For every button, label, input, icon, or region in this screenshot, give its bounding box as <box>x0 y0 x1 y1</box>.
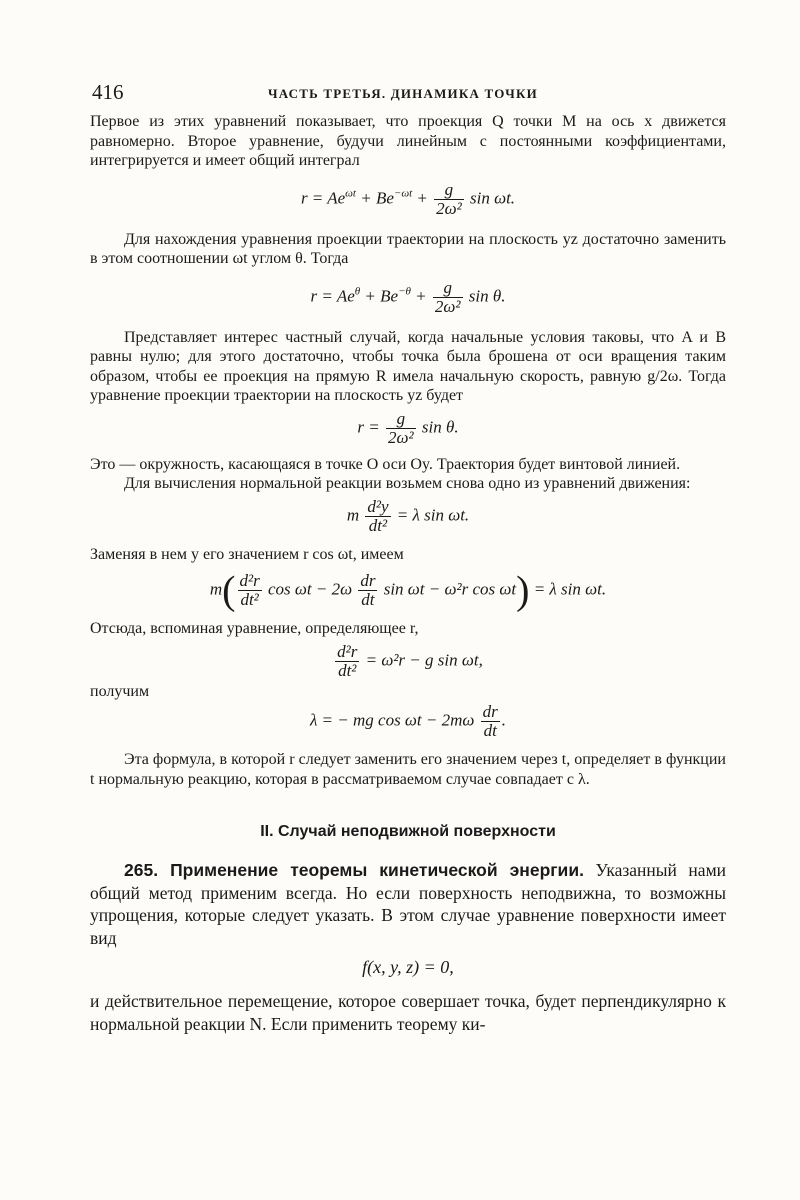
eq7-den: dt <box>483 721 497 740</box>
eq5-den1: dt² <box>240 590 259 609</box>
page <box>90 78 726 1035</box>
eq5-tail: = λ sin ωt. <box>529 579 607 599</box>
surface-equation: f(x, y, z) = 0, <box>362 957 454 977</box>
eq3-den: 2ω² <box>388 427 414 447</box>
eq3-fraction <box>386 410 416 447</box>
section-last-line: и действительное перемещение, которое совершает точка, будет перпендикулярно к нормальной реакции N. Если применить теорему ки- <box>90 991 726 1034</box>
eq4-fraction <box>365 498 390 535</box>
eq5-right-paren: ) <box>516 567 530 613</box>
eq1-exp1: ωt <box>345 186 356 199</box>
paragraph-4: Это — окружность, касающаяся в точке O оси Oy. Траектория будет винтовой линией. <box>90 455 681 473</box>
eq5-den2: dt <box>361 590 375 609</box>
eq2-exp1: θ <box>354 284 361 297</box>
paragraph-2: Для нахождения уравнения проекции траектории на плоскость yz достаточно заменить в этом соотношении ωt углом θ. Тогда <box>90 230 726 267</box>
eq3-lhs: r = <box>357 416 385 436</box>
paragraph-8: получим <box>90 682 150 700</box>
equation-7 <box>90 703 726 740</box>
eq4-num: d²y <box>367 496 389 516</box>
eq1-den: 2ω² <box>436 198 462 218</box>
eq5-left-paren: ( <box>222 567 236 613</box>
equation-5 <box>90 567 726 613</box>
eq2-plus: + <box>410 285 431 305</box>
equation-3 <box>90 410 726 447</box>
eq6-num: d²r <box>337 641 358 661</box>
section-par-title: 265. Применение теоремы кинетической энергии. <box>124 860 584 880</box>
eq6-fraction <box>335 643 359 680</box>
eq1-lhs: r = Ae <box>300 187 346 207</box>
paragraph-7: Отсюда, вспоминая уравнение, определяющее r, <box>90 620 419 637</box>
eq7-fraction <box>481 703 500 740</box>
section-paragraph <box>90 859 726 949</box>
equation-2 <box>90 279 726 316</box>
eq2-mid: + Be <box>360 285 399 305</box>
eq2-den: 2ω² <box>434 296 461 316</box>
equation-6 <box>90 643 726 680</box>
eq7-tail: . <box>501 710 507 730</box>
eq3-tail: sin θ. <box>417 416 459 436</box>
eq7-num: dr <box>482 702 498 721</box>
eq3-num: g <box>386 410 416 429</box>
section-par-text: Указанный нами общий метод применим всегда. Но если поверхность неподвижна, то возможны упрощения, которые следует указать. В этом случае уравнение поверхности имеет вид <box>90 860 727 948</box>
running-head: ЧАСТЬ ТРЕТЬЯ. ДИНАМИКА ТОЧКИ <box>268 86 538 101</box>
eq1-num: g <box>434 181 464 200</box>
eq5-fraction-2 <box>358 572 377 609</box>
eq5-fraction-1 <box>238 572 262 609</box>
paragraph-9: Эта формула, в которой r следует заменить его значением через t, определяет в функции t нормальную реакцию, которая в рассматриваемом случае совпадает с λ. <box>90 751 726 788</box>
eq6-tail: = ω²r − g sin ωt, <box>361 649 483 669</box>
eq2-exp2: −θ <box>398 284 411 297</box>
eq4-den: dt² <box>368 515 388 535</box>
eq6-den: dt² <box>338 660 357 680</box>
eq4-lhs: m <box>346 504 364 524</box>
eq1-fraction <box>434 181 464 218</box>
equation-1 <box>90 181 726 218</box>
equation-4 <box>90 498 726 535</box>
eq2-tail: sin θ. <box>464 285 506 305</box>
eq5-num2: dr <box>360 571 376 590</box>
paragraph-5: Для вычисления нормальной реакции возьмем снова одно из уравнений движения: <box>124 475 691 492</box>
eq5-term2: sin ωt − ω²r cos ωt <box>379 579 517 599</box>
eq1-mid: + Be <box>355 187 394 207</box>
eq5-m: m <box>209 579 223 599</box>
eq1-plus: + <box>412 187 433 207</box>
section-heading: II. Случай неподвижной поверхности <box>260 823 556 840</box>
page-header <box>90 78 726 112</box>
paragraph-1: Первое из этих уравнений показывает, что проекция Q точки M на ось x движется равномерно. Второе уравнение, будучи линейным с постоянными коэффициентами, интегрируется и имеет общий интеграл <box>90 113 726 169</box>
eq5-num1: d²r <box>239 571 260 590</box>
eq7-lhs: λ = − mg cos ωt − 2mω <box>309 710 479 730</box>
eq2-fraction <box>433 279 463 316</box>
eq1-exp2: −ωt <box>393 186 413 199</box>
eq1-tail: sin ωt. <box>465 187 516 207</box>
eq4-tail: = λ sin ωt. <box>392 504 470 524</box>
page-number: 416 <box>92 80 124 104</box>
eq2-lhs: r = Ae <box>310 285 355 305</box>
paragraph-3: Представляет интерес частный случай, когда начальные условия таковы, что A и B равны нулю; для этого достаточно, чтобы точка была брошена от оси вращения таким образом, чтобы ее проекция на прямую R имела начальную скорость, равную g/2ω. Тогда уравнение проекции траектории на плоскость yz будет <box>90 328 726 404</box>
eq5-term1: cos ωt − 2ω <box>263 579 357 599</box>
paragraph-6: Заменяя в нем y его значением r cos ωt, имеем <box>90 545 404 563</box>
eq2-num: g <box>433 279 463 298</box>
